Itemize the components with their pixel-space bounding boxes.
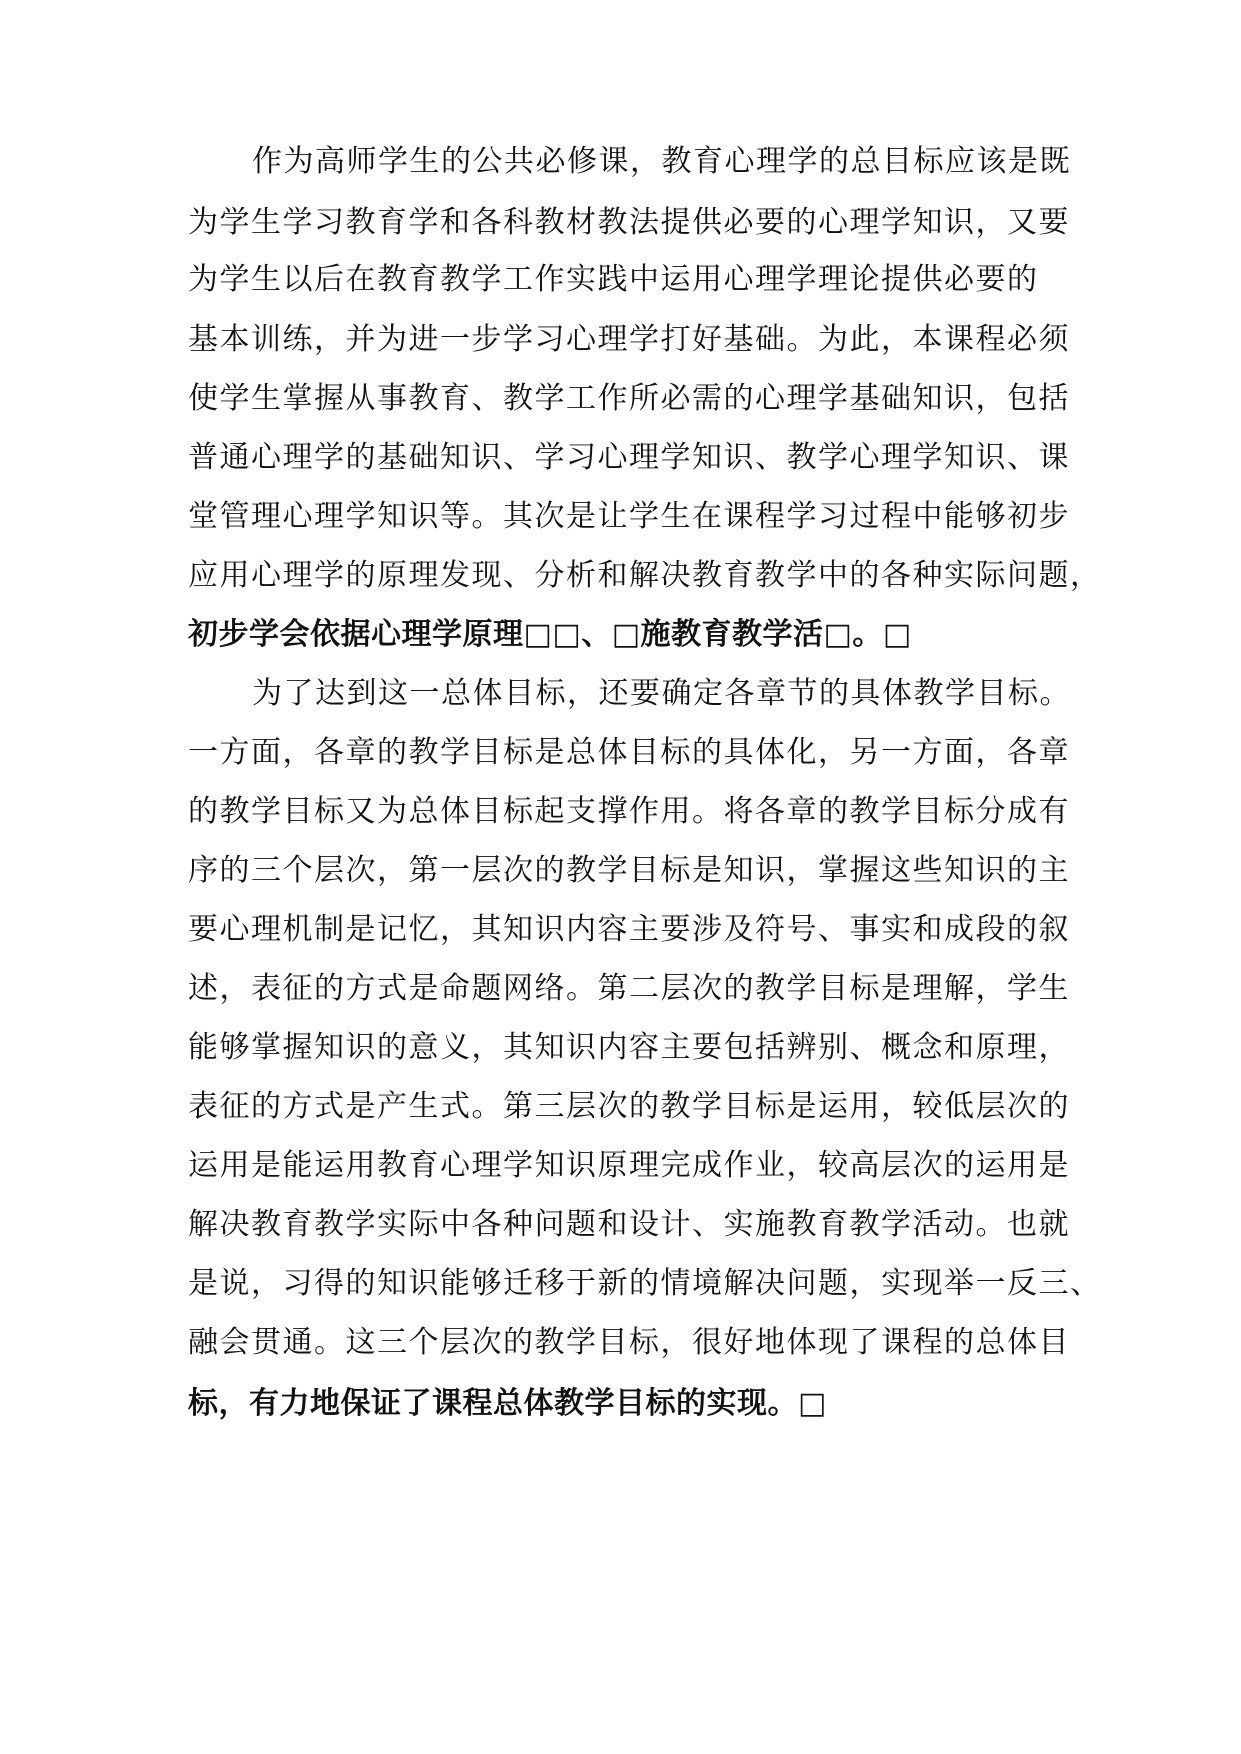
paragraph-1-line-9: 初步学会依据心理学原理□□、□施教育教学活□。□ <box>188 617 912 652</box>
paragraph-2-line-10: 解决教育教学实际中各种问题和设计、实施教育教学活动。也就 <box>188 1207 1070 1242</box>
paragraph-2-line-1: 为了达到这一总体目标，还要确定各章节的具体教学目标。 <box>252 676 1071 711</box>
paragraph-2-line-12: 融会贯通。这三个层次的教学目标，很好地体现了课程的总体目 <box>188 1325 1070 1360</box>
paragraph-2-line-8: 表征的方式是产生式。第三层次的教学目标是运用，较低层次的 <box>188 1089 1070 1124</box>
paragraph-2-line-13: 标，有力地保证了课程总体教学目标的实现。□ <box>188 1386 827 1421</box>
paragraph-2-line-4: 序的三个层次，第一层次的教学目标是知识，掌握这些知识的主 <box>188 853 1070 888</box>
paragraph-1-line-7: 堂管理心理学知识等。其次是让学生在课程学习过程中能够初步 <box>188 499 1070 534</box>
paragraph-2-line-6: 述，表征的方式是命题网络。第二层次的教学目标是理解，学生 <box>188 971 1070 1006</box>
paragraph-2-line-7: 能够掌握知识的意义，其知识内容主要包括辨别、概念和原理， <box>188 1030 1070 1065</box>
paragraph-2-line-5: 要心理机制是记忆，其知识内容主要涉及符号、事实和成段的叙 <box>188 912 1070 947</box>
paragraph-1-line-2: 为学生学习教育学和各科教材教法提供必要的心理学知识，又要 <box>188 205 1070 240</box>
paragraph-2-line-9: 运用是能运用教育心理学知识原理完成作业，较高层次的运用是 <box>188 1148 1070 1183</box>
paragraph-2-line-11: 是说，习得的知识能够迁移于新的情境解决问题，实现举一反三、 <box>188 1266 1102 1301</box>
paragraph-1-line-1: 作为高师学生的公共必修课，教育心理学的总目标应该是既 <box>252 144 1071 179</box>
paragraph-1-line-8: 应用心理学的原理发现、分析和解决教育教学中的各种实际问题， <box>188 558 1102 593</box>
paragraph-1-line-6: 普通心理学的基础知识、学习心理学知识、教学心理学知识、课 <box>188 440 1070 475</box>
paragraph-1-line-3: 为学生以后在教育教学工作实践中运用心理学理论提供必要的 <box>188 262 1039 297</box>
paragraph-1-line-4: 基本训练，并为进一步学习心理学打好基础。为此，本课程必须 <box>188 322 1070 357</box>
paragraph-2-line-2: 一方面，各章的教学目标是总体目标的具体化，另一方面，各章 <box>188 735 1070 770</box>
paragraph-1-line-5: 使学生掌握从事教育、教学工作所必需的心理学基础知识，包括 <box>188 381 1070 416</box>
paragraph-2-line-3: 的教学目标又为总体目标起支撑作用。将各章的教学目标分成有 <box>188 794 1070 829</box>
